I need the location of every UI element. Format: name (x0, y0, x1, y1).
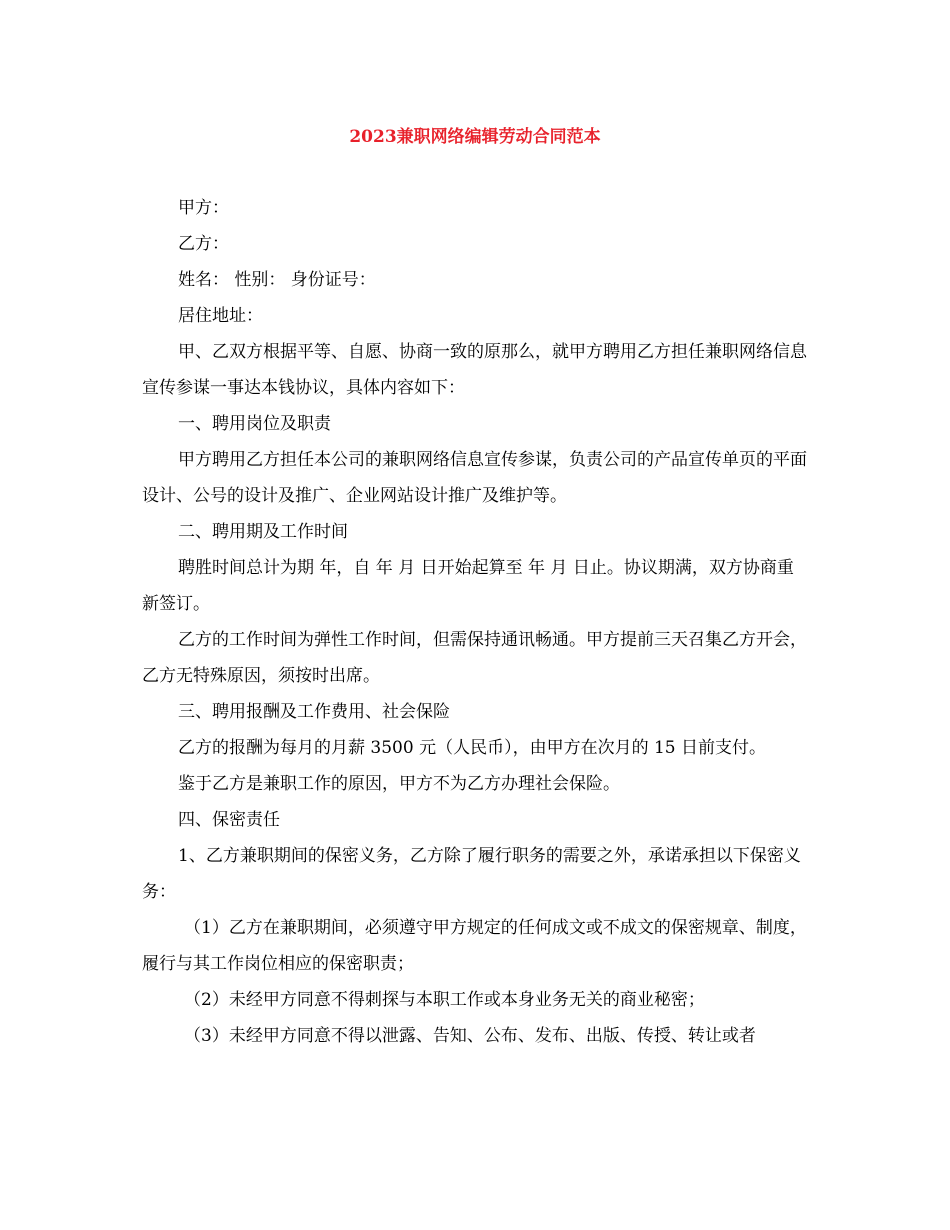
section-heading-3: 三、聘用报酬及工作费用、社会保险 (178, 702, 450, 722)
document-body (142, 190, 810, 1054)
section-heading-2: 二、聘用期及工作时间 (178, 522, 348, 542)
document-title: 2023兼职网络编辑劳动合同范本 (349, 127, 601, 147)
party-a-line: 甲方： (178, 198, 229, 218)
section-4-item-3: （3）未经甲方同意不得以泄露、告知、公布、发布、出版、传授、转让或者 (184, 1026, 756, 1046)
section-heading-4: 四、保密责任 (178, 810, 280, 830)
party-b-line: 乙方： (178, 234, 229, 254)
address-line: 居住地址： (178, 306, 263, 326)
section-4-item-2: （2）未经甲方同意不得刺探与本职工作或本身业务无关的商业秘密； (184, 990, 705, 1010)
section-2-paragraph-1: 聘胜时间总计为期 年，自 年 月 日开始起算至 年 月 日止。协议期满，双方协商重新签订。 (142, 558, 794, 614)
section-3-paragraph-2: 鉴于乙方是兼职工作的原因，甲方不为乙方办理社会保险。 (178, 774, 620, 794)
section-heading-1: 一、聘用岗位及职责 (178, 414, 331, 434)
section-1-paragraph: 甲方聘用乙方担任本公司的兼职网络信息宣传参谋，负责公司的产品宣传单页的平面设计、公号的设计及推广、企业网站设计推广及维护等。 (142, 450, 807, 506)
personal-info-line: 姓名： 性别： 身份证号： (178, 270, 376, 290)
section-4-item-1: （1）乙方在兼职期间，必须遵守甲方规定的任何成文或不成文的保密规章、制度，履行与其工作岗位相应的保密职责； (142, 918, 807, 974)
section-4-paragraph-1: 1、乙方兼职期间的保密义务，乙方除了履行职务的需要之外，承诺承担以下保密义务： (142, 846, 801, 902)
preamble-paragraph: 甲、乙双方根据平等、自愿、协商一致的原那么，就甲方聘用乙方担任兼职网络信息宣传参谋一事达本钱协议，具体内容如下： (142, 342, 807, 398)
section-2-paragraph-2: 乙方的工作时间为弹性工作时间，但需保持通讯畅通。甲方提前三天召集乙方开会，乙方无特殊原因，须按时出席。 (142, 630, 807, 686)
section-3-paragraph-1: 乙方的报酬为每月的月薪 3500 元（人民币），由甲方在次月的 15 日前支付。 (178, 738, 767, 758)
